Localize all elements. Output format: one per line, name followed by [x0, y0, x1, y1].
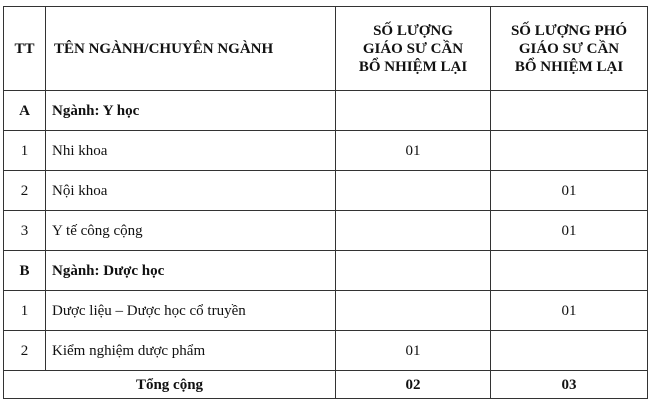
- table-row: [4, 291, 648, 331]
- appointment-table: [3, 6, 648, 399]
- row-assoc-count: 01: [491, 291, 648, 331]
- table-header-row: [4, 7, 648, 91]
- row-professor-count: [336, 291, 491, 331]
- header-tt: TT: [4, 7, 46, 91]
- header-assoc-professor: [491, 7, 648, 91]
- table-row: [4, 131, 648, 171]
- header-assoc-line-2: GIÁO SƯ CẦN: [518, 40, 620, 57]
- row-name: Ngành: Y học: [46, 91, 336, 131]
- row-assoc-count: [491, 251, 648, 291]
- row-professor-count: [336, 171, 491, 211]
- row-name: Ngành: Dược học: [46, 251, 336, 291]
- row-professor-count: [336, 251, 491, 291]
- header-professor-line-2: GIÁO SƯ CẦN: [362, 40, 464, 57]
- row-tt: 1: [4, 291, 46, 331]
- table-row: [4, 331, 648, 371]
- table-row: [4, 171, 648, 211]
- table-row-group-a: [4, 91, 648, 131]
- row-name: Dược liệu – Dược học cổ truyền: [46, 291, 336, 331]
- header-assoc-line-3: BỔ NHIỆM LẠI: [514, 58, 624, 75]
- row-tt: A: [4, 91, 46, 131]
- row-tt: 3: [4, 211, 46, 251]
- table-row: [4, 211, 648, 251]
- row-assoc-count: 01: [491, 211, 648, 251]
- header-name: TÊN NGÀNH/CHUYÊN NGÀNH: [46, 7, 336, 91]
- row-tt: 2: [4, 171, 46, 211]
- row-professor-count: [336, 211, 491, 251]
- table-row-group-b: [4, 251, 648, 291]
- row-tt: B: [4, 251, 46, 291]
- header-assoc-line-1: SỐ LƯỢNG PHÓ: [510, 22, 628, 39]
- row-professor-count: 01: [336, 331, 491, 371]
- row-tt: 1: [4, 131, 46, 171]
- row-assoc-count: [491, 91, 648, 131]
- table-total-row: [4, 371, 648, 399]
- row-name: Y tế công cộng: [46, 211, 336, 251]
- header-professor-line-1: SỐ LƯỢNG: [373, 22, 453, 39]
- row-professor-count: [336, 91, 491, 131]
- total-label: Tổng cộng: [4, 371, 336, 399]
- row-assoc-count: [491, 331, 648, 371]
- total-professor-count: 02: [336, 371, 491, 399]
- row-assoc-count: 01: [491, 171, 648, 211]
- row-name: Nhi khoa: [46, 131, 336, 171]
- header-professor: [336, 7, 491, 91]
- header-professor-line-3: BỔ NHIỆM LẠI: [358, 58, 468, 75]
- total-assoc-count: 03: [491, 371, 648, 399]
- row-name: Kiểm nghiệm dược phẩm: [46, 331, 336, 371]
- row-assoc-count: [491, 131, 648, 171]
- row-tt: 2: [4, 331, 46, 371]
- row-professor-count: 01: [336, 131, 491, 171]
- row-name: Nội khoa: [46, 171, 336, 211]
